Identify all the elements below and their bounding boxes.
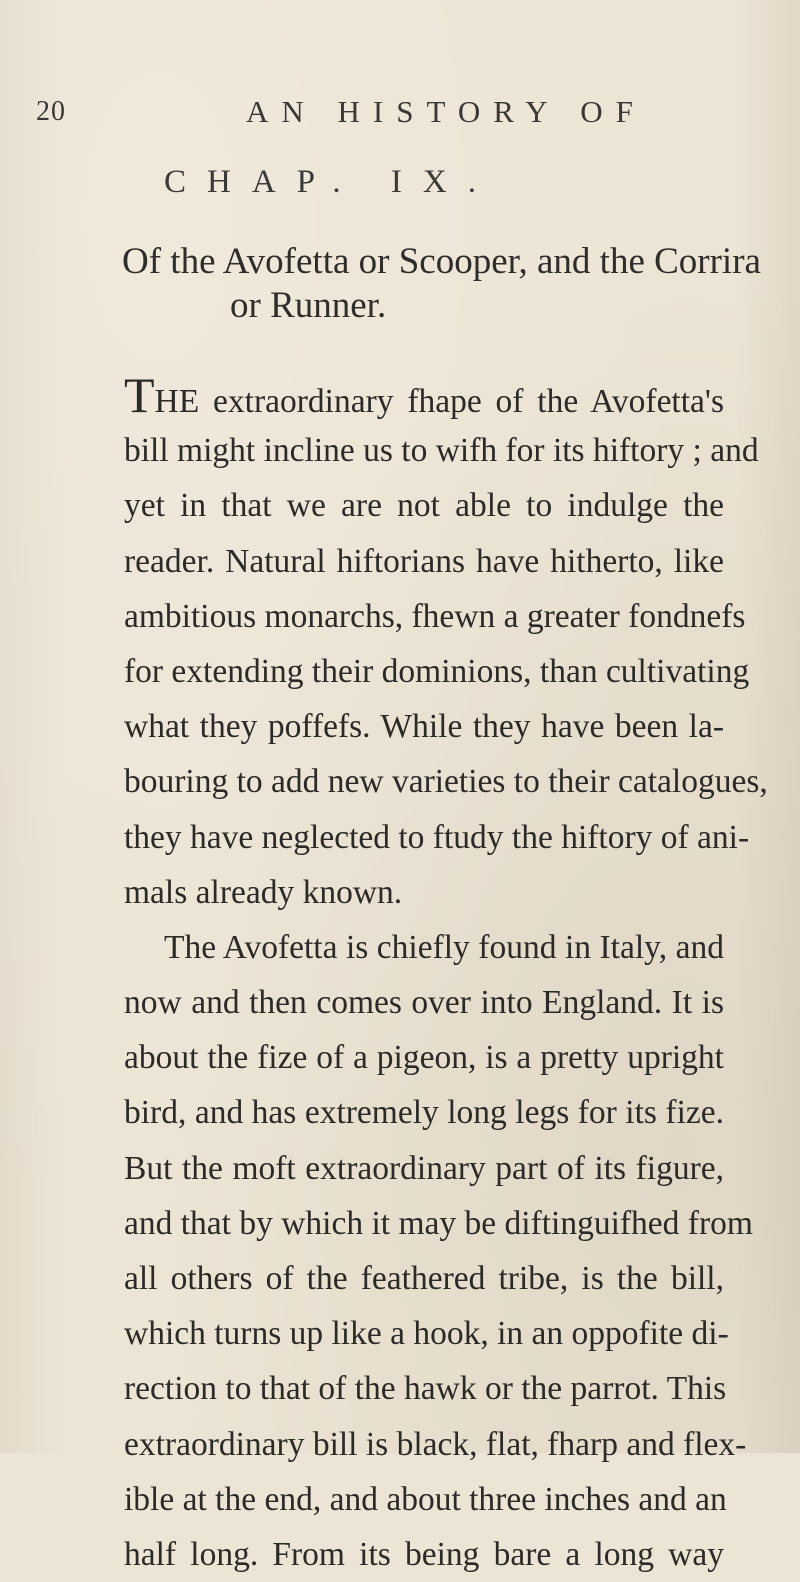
- text-line: But the moft extraordinary part of its figure,: [124, 1149, 724, 1187]
- drop-cap: T: [124, 367, 155, 423]
- text-line: rection to that of the hawk or the parrot. This: [124, 1370, 727, 1408]
- text-line: bill might incline us to wifh for its hiftory ; and: [124, 432, 759, 470]
- text-line: bird, and has extremely long legs for its fize.: [124, 1094, 724, 1132]
- text-line: reader. Natural hiftorians have hitherto, like: [124, 542, 724, 580]
- running-title: AN HISTORY OF: [246, 94, 646, 129]
- text-line: yet in that we are not able to indulge the: [124, 487, 724, 525]
- text-line: and that by which it may be diftinguifhed from: [124, 1204, 753, 1242]
- text-line: half long. From its being bare a long way: [124, 1535, 724, 1573]
- text-line: bouring to add new varieties to their catalogues,: [124, 763, 768, 801]
- text-line: about the fize of a pigeon, is a pretty upright: [124, 1039, 724, 1077]
- text-line: mals already known.: [124, 873, 403, 911]
- text-line: they have neglected to ftudy the hiftory of ani-: [124, 818, 750, 856]
- text-line: extraordinary bill is black, flat, fharp and flex-: [124, 1425, 747, 1463]
- text-line: all others of the feathered tribe, is the bill,: [124, 1260, 724, 1297]
- text-line: which turns up like a hook, in an oppofite di-: [124, 1315, 729, 1353]
- text-line-content: HE extraordinary fhape of the Avofetta's: [154, 383, 724, 420]
- text-line: The Avofetta is chiefly found in Italy, and: [164, 928, 724, 966]
- text-line: what they poffefs. While they have been la-: [124, 708, 724, 746]
- page-number: 20: [36, 96, 66, 127]
- running-head: [36, 96, 740, 136]
- chapter-title: [122, 240, 762, 328]
- chapter-heading: CHAP. IX.: [164, 164, 497, 200]
- chapter-title-line: Of the Avofetta or Scooper, and the Corrira: [122, 241, 761, 282]
- text-line: [124, 368, 724, 423]
- text-line: for extending their dominions, than cultivating: [124, 652, 750, 690]
- chapter-title-line: or Runner.: [230, 285, 387, 326]
- text-line: ible at the end, and about three inches and an: [124, 1480, 727, 1518]
- text-line: ambitious monarchs, fhewn a greater fondnefs: [124, 597, 746, 635]
- text-line: now and then comes over into England. It is: [124, 984, 724, 1022]
- body-text: [124, 367, 768, 1582]
